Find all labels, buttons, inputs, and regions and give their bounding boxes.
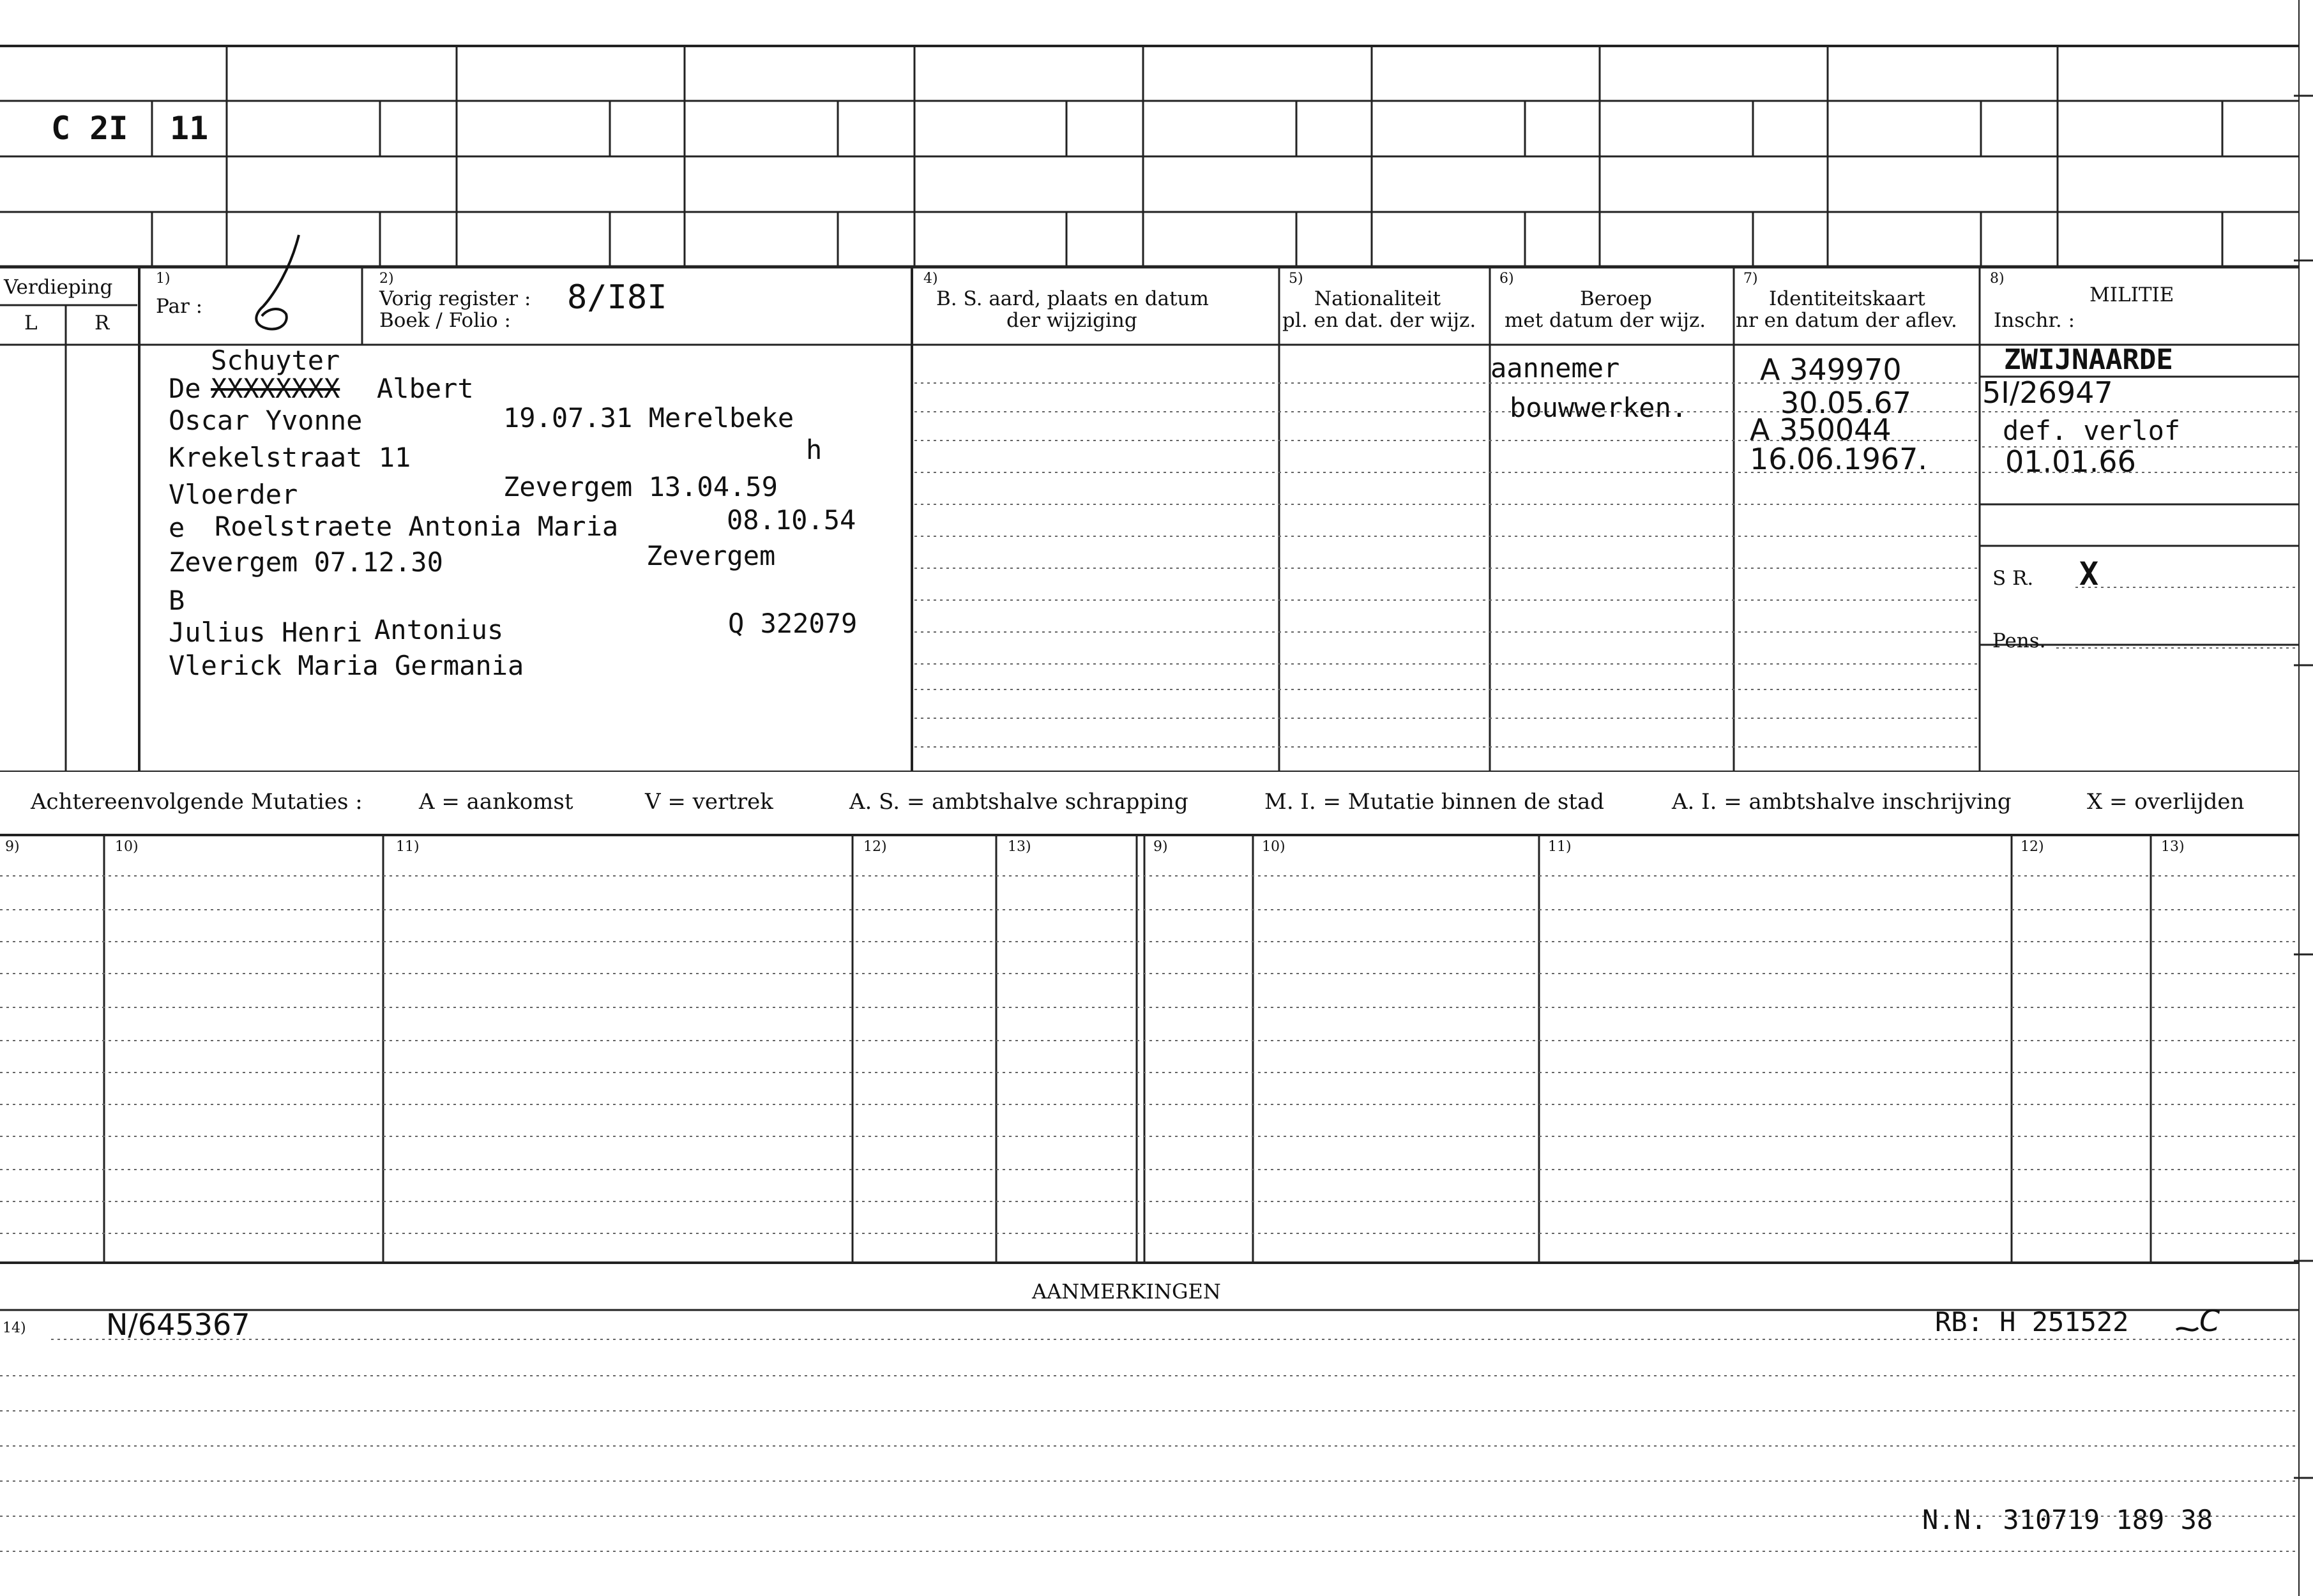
aanmerkingen-rb: RB: H 251522 — [1935, 1306, 2129, 1337]
top-code: C 2I — [51, 110, 128, 147]
beroep-line2: met datum der wijz. — [1505, 309, 1706, 332]
person-line7: B — [169, 585, 185, 616]
aanmerkingen-rb-suffix: C — [2199, 1304, 2220, 1338]
militie-title: MILITIE — [2089, 283, 2174, 306]
nationaliteit-line2: pl. en dat. der wijz. — [1282, 309, 1476, 332]
verdieping-l: L — [24, 312, 38, 335]
id-date-2: 16.06.1967. — [1750, 442, 1927, 476]
person-line4-profession: Vloerder — [169, 479, 298, 510]
mutaties-grid — [0, 835, 2299, 1263]
militie-status: def. verlof — [2003, 415, 2181, 446]
verdieping-label: Verdieping — [4, 276, 113, 299]
person-line6-place: Zevergem — [646, 540, 776, 571]
beroep-line1: Beroep — [1580, 287, 1652, 310]
bs-line1: B. S. aard, plaats en datum — [936, 287, 1209, 310]
par-label: Par : — [156, 295, 203, 318]
id-card-2: A 350044 — [1750, 412, 1892, 447]
person-line5-spouse: Roelstraete Antonia Maria — [215, 511, 619, 542]
beroep-entry-2: bouwwerken. — [1510, 392, 1688, 423]
person-line5-e: e — [169, 512, 185, 543]
aanmerkingen-ref: N/645367 — [106, 1307, 250, 1342]
person-line3-mark: h — [806, 434, 823, 465]
militie-num: 8) — [1990, 271, 2005, 287]
person-name-prefix: De — [169, 373, 201, 404]
rb-handwritten-dash — [2176, 1328, 2198, 1330]
nationaliteit-line1: Nationaliteit — [1314, 287, 1441, 310]
mutaties-col-num: 10) — [1262, 839, 1285, 855]
mutaties-col-num: 12) — [2021, 839, 2044, 855]
person-line5-date: 08.10.54 — [727, 504, 856, 536]
beroep-entry-1: aannemer — [1490, 352, 1620, 384]
person-line8-antonius: Antonius — [374, 614, 504, 645]
mutaties-legend-item: M. I. = Mutatie binnen de stad — [1264, 789, 1604, 815]
top-grid — [0, 46, 2299, 267]
identiteitskaart-num: 7) — [1743, 271, 1758, 287]
mutaties-col-num: 12) — [863, 839, 887, 855]
identiteitskaart-line2: nr en datum der aflev. — [1736, 309, 1957, 332]
top-number: 11 — [170, 110, 209, 147]
person-line4-place: Zevergem 13.04.59 — [503, 471, 778, 502]
person-line6-birth: Zevergem 07.12.30 — [169, 546, 443, 578]
bs-line2: der wijziging — [1006, 309, 1137, 332]
vorig-register-value: 8/I8I — [567, 278, 667, 317]
aanmerkingen-num: 14) — [3, 1320, 26, 1336]
id-card-1: A 349970 — [1760, 352, 1902, 387]
par-signature-mark — [256, 235, 299, 329]
mutaties-title: Achtereenvolgende Mutaties : — [31, 789, 363, 815]
militie-inschr-label: Inschr. : — [1994, 309, 2075, 332]
mutaties-col-num: 13) — [2161, 839, 2185, 855]
mutaties-col-num: 10) — [115, 839, 139, 855]
mutaties-legend-item: A = aankomst — [419, 789, 573, 815]
mutaties-legend-item: A. I. = ambtshalve inschrijving — [1672, 789, 2012, 815]
right-edge-ticks — [2294, 0, 2313, 1596]
person-line2-birth: 19.07.31 Merelbeke — [503, 402, 794, 433]
identiteitskaart-line1: Identiteitskaart — [1769, 287, 1925, 310]
mutaties-col-num: 11) — [396, 839, 420, 855]
mutaties-legend-item: V = vertrek — [645, 789, 773, 815]
bs-num: 4) — [923, 271, 938, 287]
militie-pens-label: Pens. — [1992, 629, 2046, 652]
mutaties-legend-item: X = overlijden — [2087, 789, 2245, 815]
nationaliteit-num: 5) — [1289, 271, 1303, 287]
aanmerkingen-nn: N.N. 310719 189 38 — [1922, 1504, 2213, 1535]
person-surname-new: Schuyter — [211, 345, 340, 376]
id-date-1: 30.05.67 — [1780, 386, 1911, 420]
vorig-register-label: Vorig register : — [379, 287, 531, 310]
person-line8-father: Julius Henri — [169, 617, 363, 648]
militie-date: 01.01.66 — [2005, 444, 2136, 479]
mutaties-col-num: 13) — [1008, 839, 1031, 855]
militie-sr-label: S R. — [1992, 567, 2034, 590]
mutaties-col-num: 9) — [1153, 839, 1168, 855]
person-surname-old: XXXXXXXX — [211, 373, 340, 404]
militie-sr-value: X — [2079, 555, 2099, 592]
boek-folio-label: Boek / Folio : — [379, 309, 511, 332]
militie-place: ZWIJNAARDE — [2004, 343, 2173, 376]
person-line8-id: Q 322079 — [728, 608, 858, 639]
par-num: 1) — [156, 271, 171, 287]
vorig-register-num: 2) — [379, 271, 394, 287]
mutaties-dotted-rows — [0, 876, 2299, 1233]
person-line2-names: Oscar Yvonne — [169, 405, 363, 436]
mutaties-col-num: 9) — [5, 839, 20, 855]
beroep-num: 6) — [1499, 271, 1514, 287]
person-first-name: Albert — [377, 373, 474, 404]
aanmerkingen-title: AANMERKINGEN — [1032, 1279, 1221, 1304]
mutaties-legend-item: A. S. = ambtshalve schrapping — [849, 789, 1188, 815]
person-line3-address: Krekelstraat 11 — [169, 442, 411, 473]
mutaties-col-num: 11) — [1548, 839, 1572, 855]
militie-number: 5I/26947 — [1982, 375, 2113, 410]
verdieping-r: R — [95, 312, 110, 335]
person-line9-mother: Vlerick Maria Germania — [169, 650, 524, 681]
